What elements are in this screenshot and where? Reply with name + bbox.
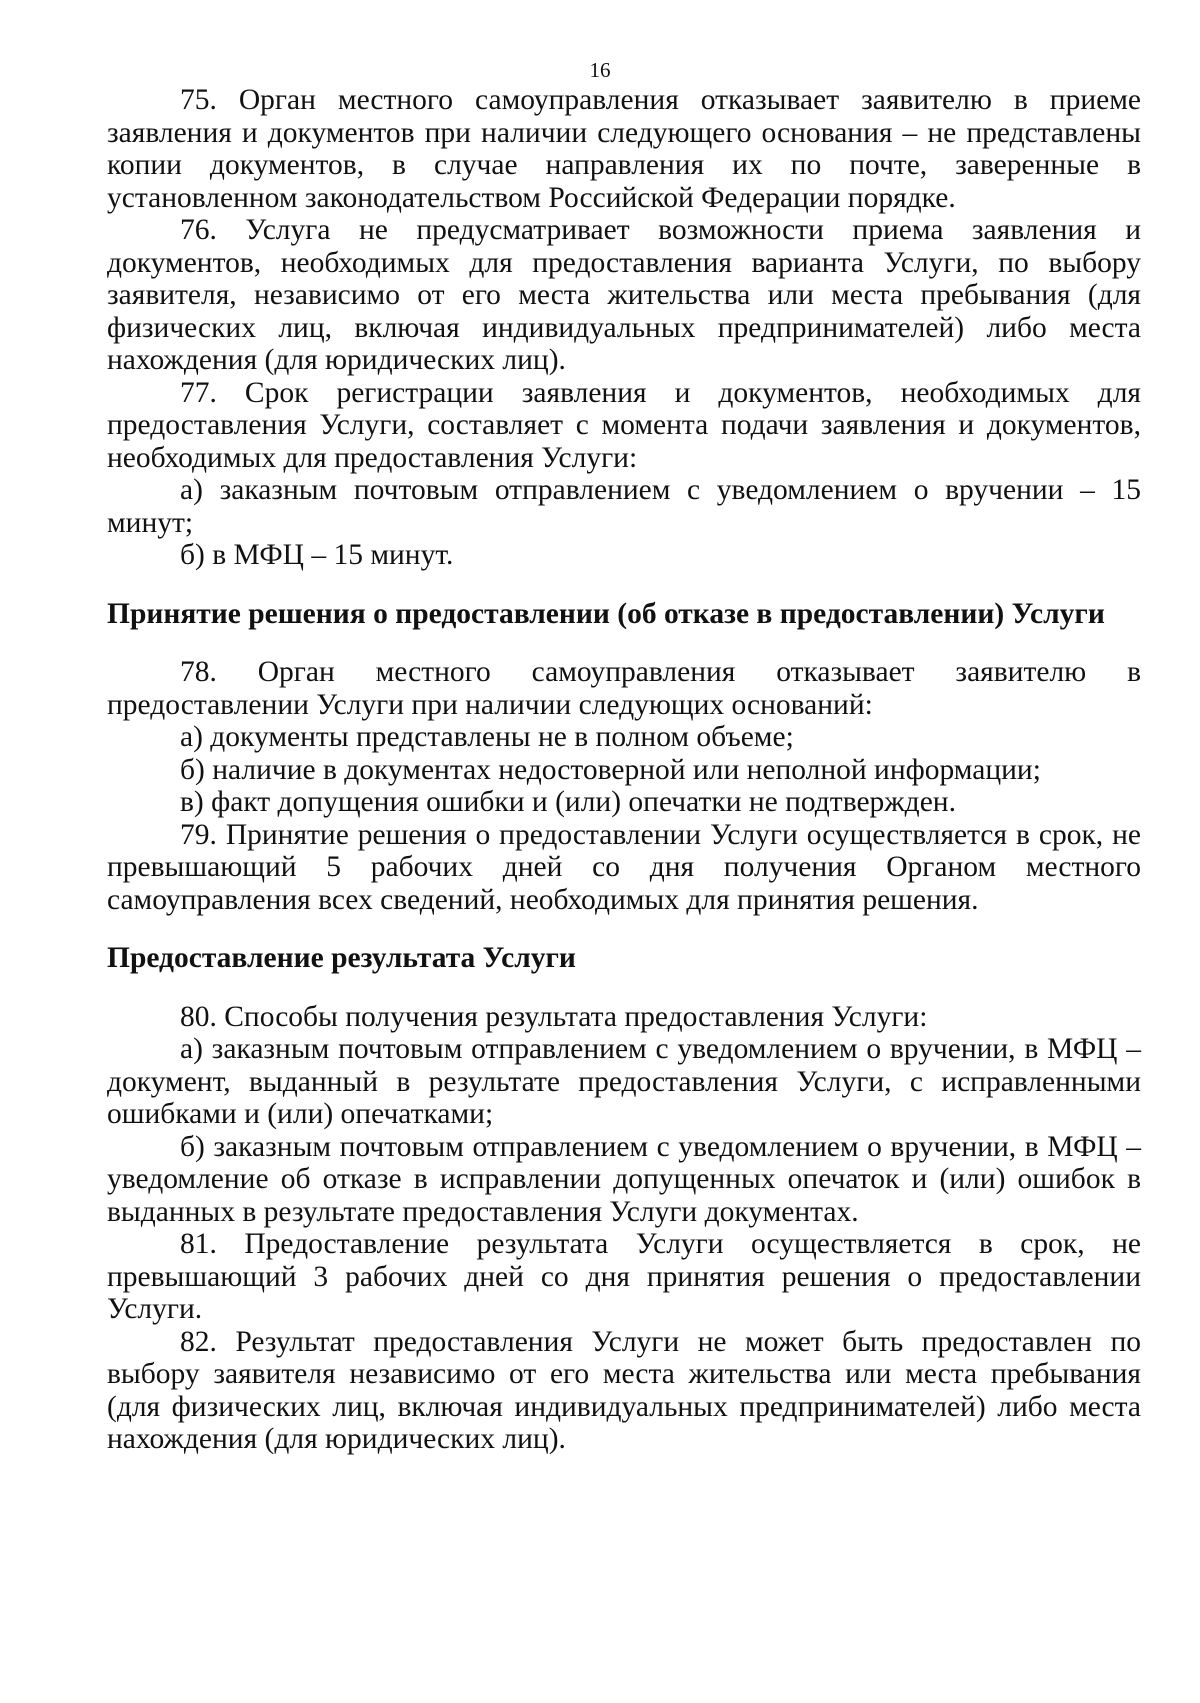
paragraph-77-item-a: а) заказным почтовым отправлением с уведомлением о вручении – 15 минут;: [107, 474, 1141, 539]
paragraph-77-item-b: б) в МФЦ – 15 минут.: [180, 539, 454, 571]
paragraph-80: 80. Способы получения результата предоставления Услуги:: [180, 1000, 928, 1033]
document-body: [107, 84, 1141, 1456]
paragraph-80-item-b: б) заказным почтовым отправлением с уведомлением о вручении, в МФЦ – уведомление об отказе в исправлении допущенных опечаток и (или) ошибок в выданных в результате предоставления Услуги документах.: [107, 1130, 1141, 1228]
paragraph-77: 77. Срок регистрации заявления и документов, необходимых для предоставления Услуги, составляет с момента подачи заявления и документов, необходимых для предоставления Услуги:: [107, 376, 1141, 474]
paragraph-79: 79. Принятие решения о предоставлении Услуги осуществляется в срок, не превышающий 5 рабочих дней со дня получения Органом местного самоуправления всех сведений, необходимых для принятия решения.: [107, 818, 1141, 916]
paragraph-78-item-c: в) факт допущения ошибки и (или) опечатки не подтвержден.: [180, 786, 956, 818]
paragraph-82: 82. Результат предоставления Услуги не может быть предоставлен по выбору заявителя независимо от его места жительства или места пребывания (для физических лиц, включая индивидуальных предпринимателей) либо места нахождения (для юридических лиц).: [107, 1325, 1141, 1455]
paragraph-78-item-a: а) документы представлены не в полном объеме;: [180, 721, 794, 753]
page-number: 16: [589, 58, 611, 82]
section-heading-decision: Принятие решения о предоставлении (об отказе в предоставлении) Услуги: [107, 597, 1105, 630]
paragraph-76: 76. Услуга не предусматривает возможности приема заявления и документов, необходимых для предоставления варианта Услуги, по выбору заявителя, независимо от его места жительства или места пребывания (для физических лиц, включая индивидуальных предпринимателей) либо места нахождения (для юридических лиц).: [107, 214, 1141, 376]
section-heading-result: Предоставление результата Услуги: [107, 942, 576, 974]
paragraph-78-item-b: б) наличие в документах недостоверной или неполной информации;: [180, 753, 1041, 786]
paragraph-81: 81. Предоставление результата Услуги осуществляется в срок, не превышающий 3 рабочих дней со дня принятия решения о предоставлении Услуги.: [107, 1228, 1141, 1325]
paragraph-75: 75. Орган местного самоуправления отказывает заявителю в приеме заявления и документов при наличии следующего основания – не представлены копии документов, в случае направления их по почте, заверенные в установленном законодательством Российской Федерации порядке.: [107, 84, 1141, 214]
paragraph-80-item-a: а) заказным почтовым отправлением с уведомлением о вручении, в МФЦ – документ, выданный в результате предоставления Услуги, с исправленными ошибками и (или) опечатками;: [107, 1033, 1141, 1130]
paragraph-78: 78. Орган местного самоуправления отказывает заявителю в предоставлении Услуги при наличии следующих оснований:: [107, 656, 1141, 721]
